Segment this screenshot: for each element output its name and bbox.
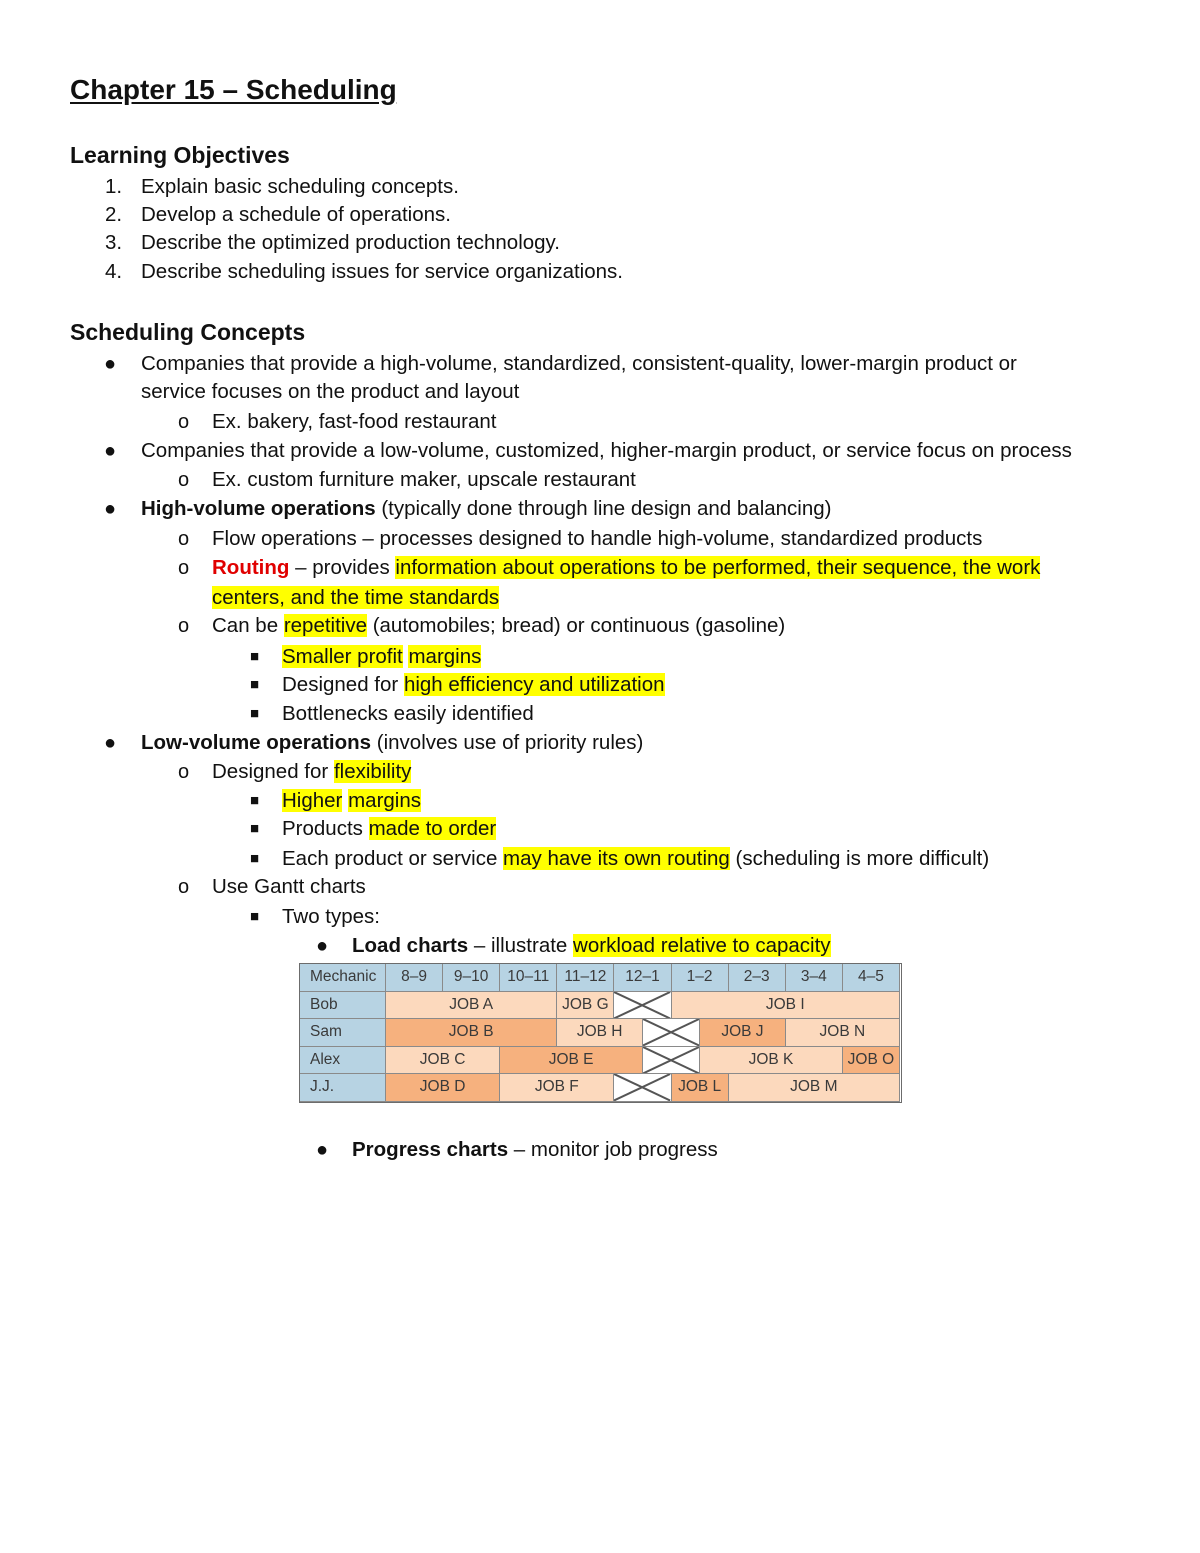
gantt-header-hour: 10–11: [500, 964, 557, 992]
routing-line-cont: [212, 584, 499, 612]
low-volume-operations-line: [141, 729, 643, 757]
circle-marker: o: [178, 528, 190, 550]
objective-item: Describe scheduling issues for service organizations.: [141, 260, 623, 283]
bottlenecks-text: Bottlenecks easily identified: [282, 702, 534, 725]
high-volume-companies-text: Companies that provide a high-volume, standardized, consistent-quality, lower-margin product or: [141, 352, 1017, 375]
bullet-marker: ●: [316, 935, 329, 957]
low-volume-example: Ex. custom furniture maker, upscale restaurant: [212, 468, 636, 491]
gantt-idle-cell: [614, 1074, 671, 1102]
gantt-header-hour: 11–12: [557, 964, 614, 992]
own-routing-highlight: may have its own routing: [503, 847, 730, 870]
high-volume-example: Ex. bakery, fast-food restaurant: [212, 410, 497, 433]
gantt-job-bar: JOB B: [386, 1019, 557, 1047]
high-volume-operations-line: [141, 495, 832, 523]
gantt-mechanic-name: J.J.: [300, 1074, 386, 1102]
load-charts-mid: – illustrate: [468, 934, 574, 957]
each-suffix: (scheduling is more difficult): [729, 847, 990, 870]
higher-highlight: Higher: [282, 789, 343, 812]
gantt-job-bar: JOB H: [557, 1019, 643, 1047]
gantt-mechanic-name: Sam: [300, 1019, 386, 1047]
square-marker: ■: [250, 850, 260, 867]
routing-term: Routing: [212, 556, 290, 579]
gantt-job-bar: JOB N: [786, 1019, 900, 1047]
gantt-header-mechanic: Mechanic: [300, 964, 386, 992]
gantt-job-bar: JOB I: [672, 992, 900, 1020]
gantt-job-bar: JOB A: [386, 992, 557, 1020]
smaller-margins-line: [282, 643, 481, 671]
designed-prefix: Designed for: [282, 673, 404, 696]
each-prefix: Each product or service: [282, 847, 504, 870]
gantt-job-bar: JOB O: [843, 1047, 900, 1075]
gantt-header-hour: 3–4: [786, 964, 843, 992]
gantt-header-hour: 1–2: [672, 964, 729, 992]
gantt-job-bar: JOB L: [672, 1074, 729, 1102]
gantt-mechanic-name: Bob: [300, 992, 386, 1020]
higher-margins-line: [282, 787, 421, 815]
gantt-header-hour: 2–3: [729, 964, 786, 992]
bullet-marker: ●: [316, 1139, 329, 1161]
bullet-marker: ●: [104, 732, 117, 754]
bullet-marker: ●: [104, 440, 117, 462]
objective-number: 1.: [105, 175, 123, 198]
learning-objectives-heading: Learning Objectives: [70, 142, 290, 168]
objective-item: Develop a schedule of operations.: [141, 203, 451, 226]
objective-item: Explain basic scheduling concepts.: [141, 175, 459, 198]
flexibility-prefix: Designed for: [212, 760, 334, 783]
progress-charts-term: Progress charts: [352, 1138, 509, 1161]
made-to-order-highlight: made to order: [368, 817, 497, 840]
gantt-header-hour: 8–9: [386, 964, 443, 992]
repetitive-highlight: repetitive: [283, 614, 367, 637]
low-volume-operations-term: Low-volume operations: [141, 731, 372, 754]
gantt-job-bar: JOB J: [700, 1019, 786, 1047]
gantt-job-bar: JOB M: [729, 1074, 900, 1102]
circle-marker: o: [178, 411, 190, 433]
circle-marker: o: [178, 761, 190, 783]
progress-charts-line: [352, 1136, 718, 1164]
gantt-job-bar: JOB D: [386, 1074, 500, 1102]
margins-highlight: margins: [408, 645, 482, 668]
square-marker: ■: [250, 676, 260, 693]
square-marker: ■: [250, 705, 260, 722]
products-prefix: Products: [282, 817, 369, 840]
gantt-idle-cell: [614, 992, 671, 1020]
circle-marker: o: [178, 469, 190, 491]
smaller-profit-highlight: Smaller profit: [282, 645, 403, 668]
circle-marker: o: [178, 557, 190, 579]
gantt-charts-text: Use Gantt charts: [212, 875, 366, 898]
objective-item: Describe the optimized production technology.: [141, 231, 560, 254]
gantt-header-hour: 4–5: [843, 964, 900, 992]
repetitive-line: [212, 612, 785, 640]
bullet-marker: ●: [104, 498, 117, 520]
flexibility-highlight: flexibility: [333, 760, 412, 783]
flow-operations-text: Flow operations – processes designed to handle high-volume, standardized products: [212, 527, 983, 550]
scheduling-concepts-heading: Scheduling Concepts: [70, 319, 306, 345]
repetitive-prefix: Can be: [212, 614, 284, 637]
gantt-mechanic-name: Alex: [300, 1047, 386, 1075]
made-to-order-line: [282, 815, 496, 843]
gantt-job-bar: JOB F: [500, 1074, 614, 1102]
gantt-job-bar: JOB C: [386, 1047, 500, 1075]
own-routing-line: [282, 845, 989, 873]
routing-dash: – provides: [289, 556, 396, 579]
objective-number: 4.: [105, 260, 123, 283]
flexibility-line: [212, 758, 411, 786]
high-volume-companies-text-cont: service focuses on the product and layout: [141, 380, 520, 403]
gantt-header-hour: 9–10: [443, 964, 500, 992]
circle-marker: o: [178, 615, 190, 637]
high-volume-operations-desc: (typically done through line design and balancing): [375, 497, 832, 520]
two-types-text: Two types:: [282, 905, 380, 928]
gantt-job-bar: JOB E: [500, 1047, 643, 1075]
repetitive-suffix: (automobiles; bread) or continuous (gasoline): [367, 614, 786, 637]
load-charts-line: [352, 932, 831, 960]
gantt-job-bar: JOB K: [700, 1047, 843, 1075]
low-volume-operations-desc: (involves use of priority rules): [371, 731, 644, 754]
gantt-job-bar: JOB G: [557, 992, 614, 1020]
square-marker: ■: [250, 908, 260, 925]
objective-number: 2.: [105, 203, 123, 226]
routing-highlight-cont: centers, and the time standards: [212, 586, 500, 609]
square-marker: ■: [250, 792, 260, 809]
routing-line: [212, 554, 1040, 582]
circle-marker: o: [178, 876, 190, 898]
high-volume-operations-term: High-volume operations: [141, 497, 376, 520]
workload-highlight: workload relative to capacity: [573, 934, 831, 957]
bullet-marker: ●: [104, 353, 117, 375]
margins-highlight-2: margins: [348, 789, 422, 812]
page-title: Chapter 15 – Scheduling: [70, 74, 397, 105]
gantt-idle-cell: [643, 1047, 700, 1075]
efficiency-highlight: high efficiency and utilization: [403, 673, 665, 696]
low-volume-companies-text: Companies that provide a low-volume, customized, higher-margin product, or service focus on process: [141, 439, 1072, 462]
routing-highlight: information about operations to be performed, their sequence, the work: [395, 556, 1041, 579]
square-marker: ■: [250, 820, 260, 837]
gantt-idle-cell: [643, 1019, 700, 1047]
square-marker: ■: [250, 648, 260, 665]
load-charts-term: Load charts: [352, 934, 469, 957]
progress-charts-desc: – monitor job progress: [508, 1138, 718, 1161]
gantt-header-hour: 12–1: [614, 964, 671, 992]
objective-number: 3.: [105, 231, 123, 254]
gantt-load-chart: [299, 963, 902, 1103]
designed-efficiency-line: [282, 671, 665, 699]
